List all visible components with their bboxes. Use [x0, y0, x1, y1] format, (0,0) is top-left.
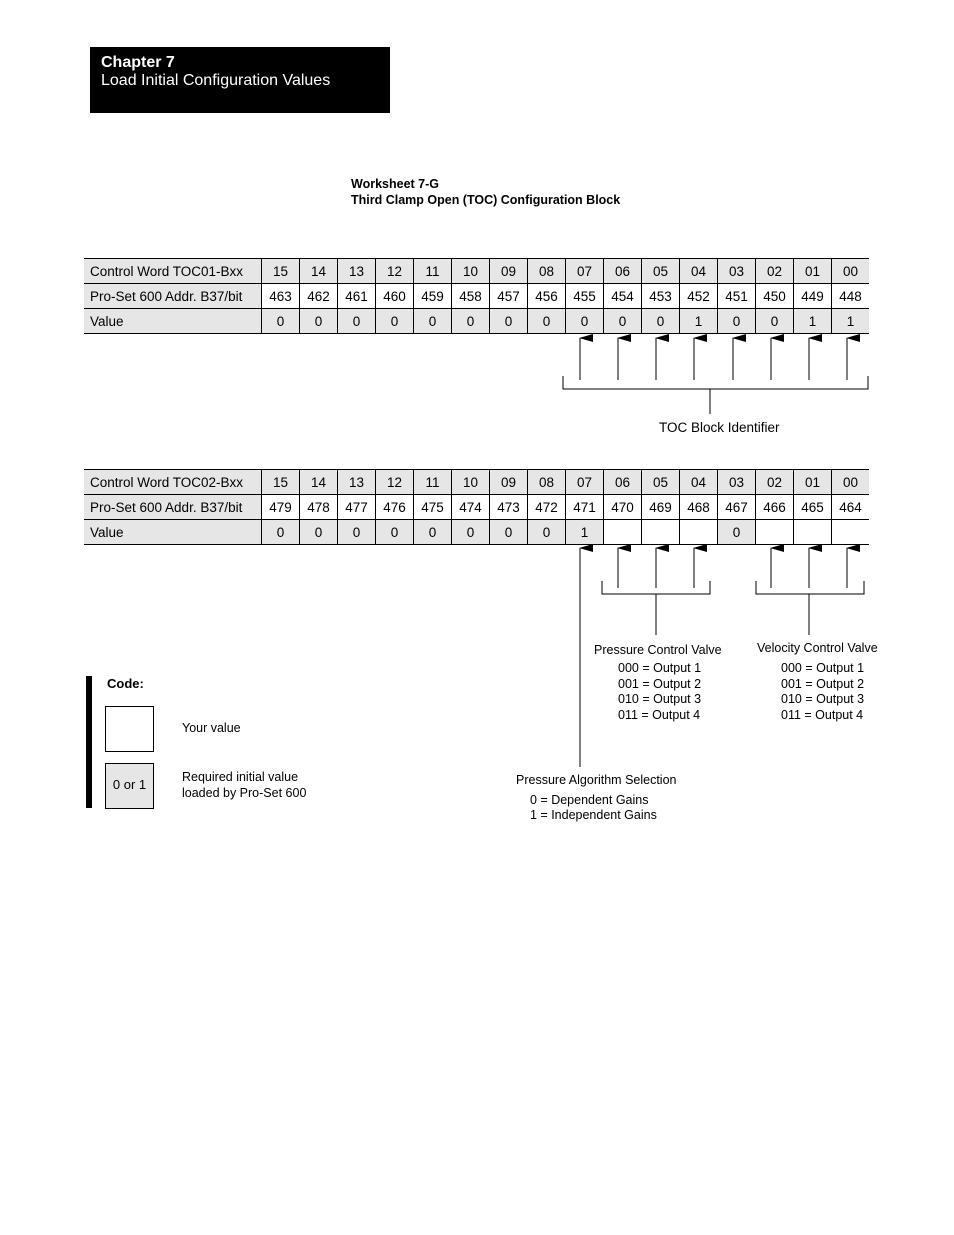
worksheet-number: Worksheet 7-G — [351, 177, 439, 191]
bit-number-cell: 02 — [756, 259, 794, 284]
pressure-algorithm-option: 0 = Dependent Gains — [530, 793, 649, 807]
required-value-label: Required initial value — [182, 770, 299, 784]
bit-number-cell: 11 — [414, 470, 452, 495]
address-cell: 468 — [680, 495, 718, 520]
value-cell: 1 — [680, 309, 718, 334]
row-label: Value — [84, 309, 262, 334]
value-cell: 0 — [528, 309, 566, 334]
address-cell: 466 — [756, 495, 794, 520]
toc-identifier-label: TOC Block Identifier — [659, 420, 780, 435]
address-cell: 478 — [300, 495, 338, 520]
row-label: Pro-Set 600 Addr. B37/bit — [84, 495, 262, 520]
address-cell: 454 — [604, 284, 642, 309]
address-cell: 463 — [262, 284, 300, 309]
bit-number-cell: 15 — [262, 470, 300, 495]
velocity-control-valve-option: 011 = Output 4 — [781, 708, 864, 722]
bit-number-cell: 01 — [794, 470, 832, 495]
bit-number-cell: 04 — [680, 259, 718, 284]
address-cell: 473 — [490, 495, 528, 520]
address-cell: 470 — [604, 495, 642, 520]
pressure-algorithm-option: 1 = Independent Gains — [530, 808, 657, 822]
address-cell: 455 — [566, 284, 604, 309]
address-cell: 462 — [300, 284, 338, 309]
bit-number-cell: 08 — [528, 259, 566, 284]
row-label: Control Word TOC02-Bxx — [84, 470, 262, 495]
velocity-control-valve-option: 010 = Output 3 — [781, 692, 865, 706]
bit-number-cell: 03 — [718, 259, 756, 284]
address-cell: 453 — [642, 284, 680, 309]
address-cell: 464 — [832, 495, 870, 520]
bit-number-cell: 08 — [528, 470, 566, 495]
value-cell: 0 — [718, 520, 756, 545]
address-cell: 467 — [718, 495, 756, 520]
bit-number-cell: 12 — [376, 259, 414, 284]
bit-number-cell: 00 — [832, 470, 870, 495]
bit-number-cell: 02 — [756, 470, 794, 495]
value-cell: 0 — [300, 309, 338, 334]
bit-number-cell: 07 — [566, 470, 604, 495]
address-cell: 469 — [642, 495, 680, 520]
value-cell: 0 — [642, 309, 680, 334]
velocity-control-valve-option: 000 = Output 1 — [781, 661, 865, 675]
address-cell: 461 — [338, 284, 376, 309]
your-value-swatch — [105, 706, 154, 752]
address-cell: 471 — [566, 495, 604, 520]
bit-number-cell: 00 — [832, 259, 870, 284]
bit-number-cell: 09 — [490, 470, 528, 495]
address-cell: 451 — [718, 284, 756, 309]
address-cell: 476 — [376, 495, 414, 520]
address-cell: 450 — [756, 284, 794, 309]
bit-number-cell: 05 — [642, 259, 680, 284]
value-cell: 1 — [566, 520, 604, 545]
bit-number-cell: 10 — [452, 470, 490, 495]
address-cell: 449 — [794, 284, 832, 309]
value-cell: 0 — [300, 520, 338, 545]
address-cell: 479 — [262, 495, 300, 520]
bit-number-cell: 15 — [262, 259, 300, 284]
value-cell: 0 — [490, 309, 528, 334]
required-value-swatch — [105, 763, 154, 809]
bit-number-cell: 09 — [490, 259, 528, 284]
bit-number-cell: 05 — [642, 470, 680, 495]
bit-number-cell: 07 — [566, 259, 604, 284]
address-cell: 459 — [414, 284, 452, 309]
pressure-control-valve-option: 001 = Output 2 — [618, 677, 702, 691]
pressure-control-valve-title: Pressure Control Valve — [594, 643, 722, 657]
pressure-control-valve-option: 011 = Output 4 — [618, 708, 701, 722]
row-label: Value — [84, 520, 262, 545]
bit-number-cell: 03 — [718, 470, 756, 495]
bit-number-cell: 10 — [452, 259, 490, 284]
address-cell: 457 — [490, 284, 528, 309]
chapter-number: Chapter 7 — [101, 54, 175, 71]
value-cell: 0 — [376, 309, 414, 334]
address-cell: 465 — [794, 495, 832, 520]
value-cell: 0 — [338, 520, 376, 545]
velocity-control-valve-option: 001 = Output 2 — [781, 677, 865, 691]
value-cell: 0 — [414, 520, 452, 545]
bit-number-cell: 06 — [604, 259, 642, 284]
address-cell: 448 — [832, 284, 870, 309]
value-cell: 0 — [528, 520, 566, 545]
bit-number-cell: 11 — [414, 259, 452, 284]
pressure-control-valve-option: 000 = Output 1 — [618, 661, 702, 675]
value-cell: 0 — [452, 520, 490, 545]
row-label: Control Word TOC01-Bxx — [84, 259, 262, 284]
chapter-title: Load Initial Configuration Values — [101, 72, 331, 89]
value-cell: 0 — [566, 309, 604, 334]
address-cell: 456 — [528, 284, 566, 309]
velocity-control-valve-title: Velocity Control Valve — [757, 641, 878, 655]
value-cell: 0 — [490, 520, 528, 545]
bit-number-cell: 13 — [338, 470, 376, 495]
your-value-label: Your value — [182, 721, 241, 735]
code-legend-bar — [86, 676, 92, 808]
address-cell: 474 — [452, 495, 490, 520]
address-cell: 452 — [680, 284, 718, 309]
value-cell: 0 — [718, 309, 756, 334]
address-cell: 458 — [452, 284, 490, 309]
worksheet-title: Third Clamp Open (TOC) Configuration Block — [351, 193, 621, 207]
value-cell: 1 — [832, 309, 870, 334]
bit-number-cell: 14 — [300, 470, 338, 495]
bit-number-cell: 06 — [604, 470, 642, 495]
value-cell: 0 — [604, 309, 642, 334]
bit-number-cell: 13 — [338, 259, 376, 284]
value-cell: 0 — [414, 309, 452, 334]
value-cell: 0 — [452, 309, 490, 334]
row-label: Pro-Set 600 Addr. B37/bit — [84, 284, 262, 309]
address-cell: 460 — [376, 284, 414, 309]
value-cell: 0 — [338, 309, 376, 334]
bit-number-cell: 01 — [794, 259, 832, 284]
bit-number-cell: 14 — [300, 259, 338, 284]
required-value-label: loaded by Pro-Set 600 — [182, 786, 307, 800]
bit-number-cell: 12 — [376, 470, 414, 495]
bit-number-cell: 04 — [680, 470, 718, 495]
address-cell: 475 — [414, 495, 452, 520]
value-cell: 0 — [262, 309, 300, 334]
value-cell: 1 — [794, 309, 832, 334]
pressure-control-valve-option: 010 = Output 3 — [618, 692, 702, 706]
pressure-algorithm-title: Pressure Algorithm Selection — [516, 773, 677, 787]
address-cell: 477 — [338, 495, 376, 520]
value-cell: 0 — [262, 520, 300, 545]
value-cell: 0 — [376, 520, 414, 545]
code-title: Code: — [107, 676, 144, 691]
required-value-swatch-text: 0 or 1 — [112, 777, 147, 792]
address-cell: 472 — [528, 495, 566, 520]
value-cell: 0 — [756, 309, 794, 334]
